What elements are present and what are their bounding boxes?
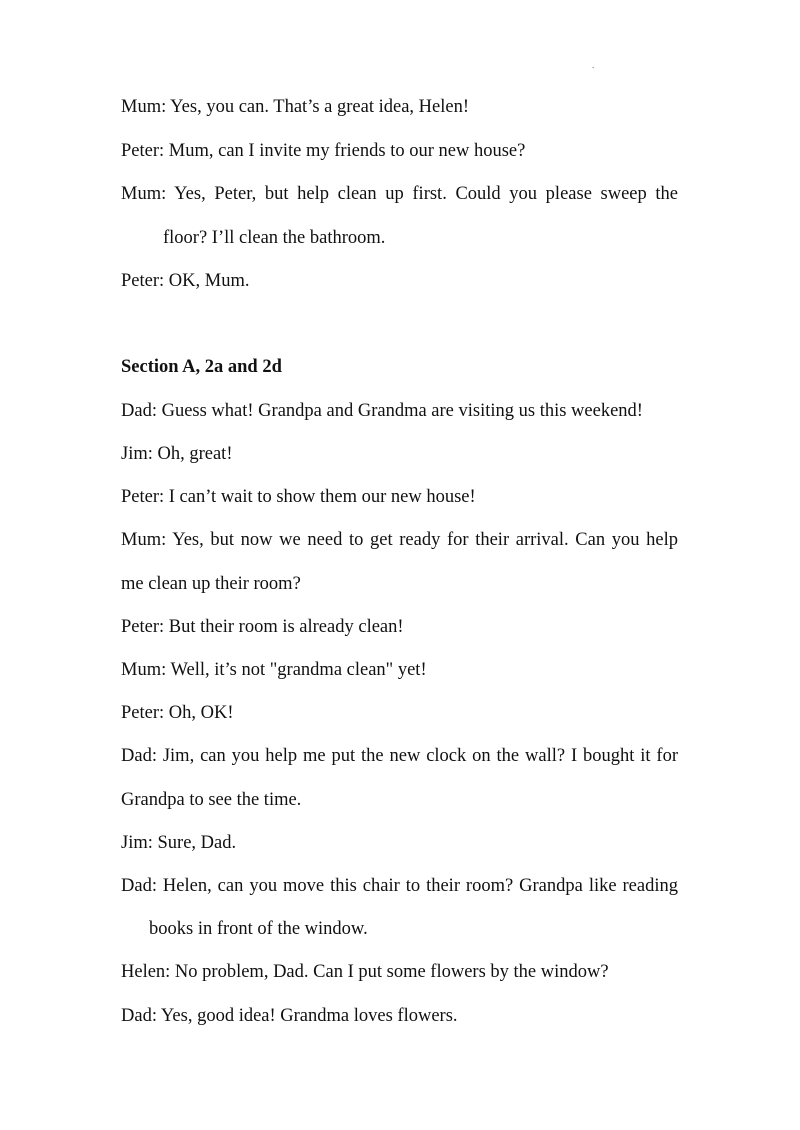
header-mark: . (592, 60, 595, 70)
dialogue-line: Dad: Jim, can you help me put the new clock on the wall? I bought it for (121, 746, 678, 766)
dialogue-line: Mum: Yes, but now we need to get ready for their arrival. Can you help (121, 530, 678, 550)
section-heading: Section A, 2a and 2d (121, 357, 282, 377)
dialogue-line-continuation: Grandpa to see the time. (121, 790, 302, 810)
dialogue-line: Peter: Oh, OK! (121, 703, 234, 723)
dialogue-line: Peter: But their room is already clean! (121, 617, 404, 637)
dialogue-line: Dad: Yes, good idea! Grandma loves flowers. (121, 1006, 458, 1026)
dialogue-line: Peter: OK, Mum. (121, 271, 250, 291)
dialogue-line: Mum: Well, it’s not "grandma clean" yet! (121, 660, 427, 680)
dialogue-line: Mum: Yes, Peter, but help clean up first. Could you please sweep the (121, 184, 678, 204)
dialogue-line-continuation: me clean up their room? (121, 574, 301, 594)
dialogue-line: Helen: No problem, Dad. Can I put some flowers by the window? (121, 962, 609, 982)
dialogue-line-continuation: floor? I’ll clean the bathroom. (163, 228, 386, 248)
dialogue-line: Dad: Helen, can you move this chair to their room? Grandpa like reading (121, 876, 678, 896)
dialogue-line: Dad: Guess what! Grandpa and Grandma are visiting us this weekend! (121, 401, 643, 421)
dialogue-line: Peter: Mum, can I invite my friends to our new house? (121, 141, 526, 161)
dialogue-line: Jim: Oh, great! (121, 444, 233, 464)
dialogue-line-continuation: books in front of the window. (149, 919, 368, 939)
dialogue-line: Peter: I can’t wait to show them our new house! (121, 487, 476, 507)
dialogue-line: Jim: Sure, Dad. (121, 833, 237, 853)
dialogue-line: Mum: Yes, you can. That’s a great idea, Helen! (121, 97, 469, 117)
